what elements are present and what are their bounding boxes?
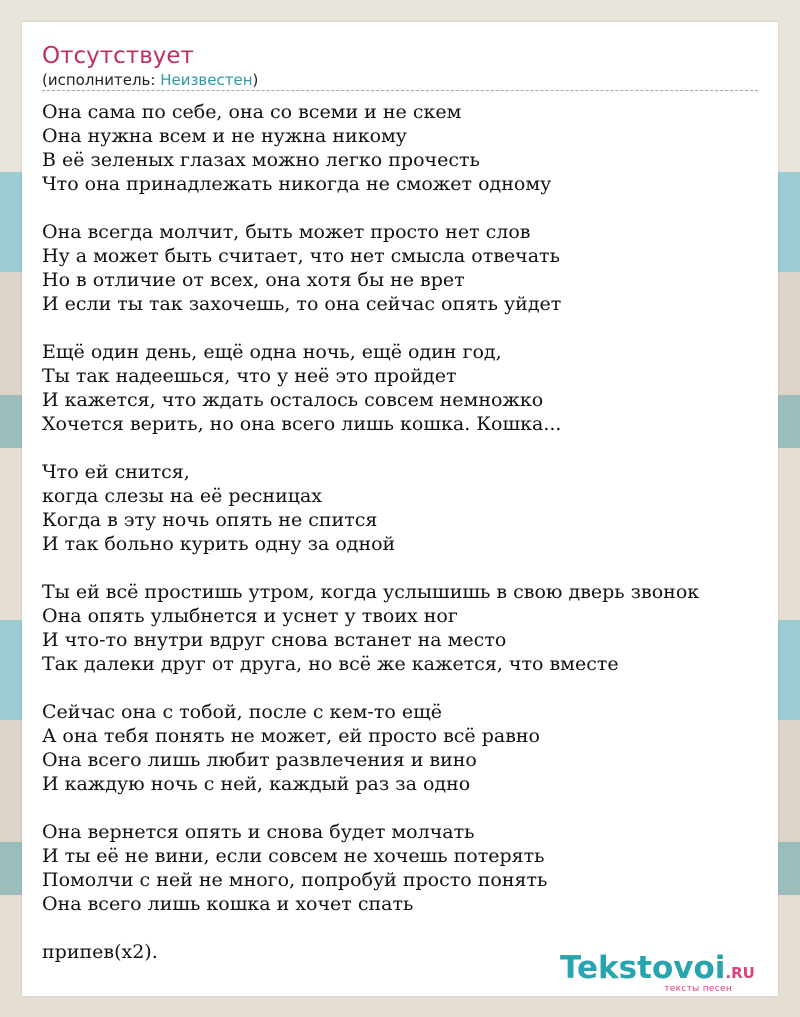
lyrics-line: когда слезы на её ресницах: [42, 485, 323, 507]
logo-tagline: тексты песен: [664, 984, 732, 994]
lyrics-line: Помолчи с ней не много, попробуй просто понять: [42, 869, 548, 891]
logo-name: Tekstovoi: [560, 950, 726, 986]
lyrics-text: [42, 100, 762, 988]
lyrics-stanza: [42, 220, 762, 316]
lyrics-line: Что ей снится,: [42, 461, 190, 483]
lyrics-line: Она всего лишь кошка и хочет спать: [42, 893, 414, 915]
lyrics-line: Она нужна всем и не нужна никому: [42, 125, 407, 147]
lyrics-line: Она всегда молчит, быть может просто нет слов: [42, 221, 531, 243]
lyrics-card: [22, 22, 778, 996]
lyrics-stanza: [42, 580, 762, 676]
lyrics-line: А она тебя понять не может, ей просто всё равно: [42, 725, 540, 747]
lyrics-line: Когда в эту ночь опять не спится: [42, 509, 378, 531]
lyrics-line: Что она принадлежать никогда не сможет одному: [42, 173, 552, 195]
lyrics-line: Сейчас она с тобой, после с кем-то ещё: [42, 701, 442, 723]
lyrics-line: Ты так надеешься, что у неё это пройдет: [42, 365, 457, 387]
lyrics-line: Так далеки друг от друга, но всё же кажется, что вместе: [42, 653, 619, 675]
song-title: Отсутствует: [42, 43, 194, 69]
lyrics-line: Она опять улыбнется и уснет у твоих ног: [42, 605, 458, 627]
lyrics-line: И если ты так захочешь, то она сейчас опять уйдет: [42, 293, 562, 315]
lyrics-stanza: [42, 340, 762, 436]
lyrics-line: Она сама по себе, она со всеми и не скем: [42, 101, 462, 123]
header-divider: [42, 90, 758, 91]
lyrics-line: И кажется, что ждать осталось совсем немножко: [42, 389, 544, 411]
lyrics-line: И так больно курить одну за одной: [42, 533, 396, 555]
lyrics-line: Ещё один день, ещё одна ночь, ещё один год,: [42, 341, 502, 363]
lyrics-line: припев(x2).: [42, 941, 158, 963]
lyrics-line: Но в отличие от всех, она хотя бы не врет: [42, 269, 465, 291]
lyrics-line: И что-то внутри вдруг снова встанет на место: [42, 629, 507, 651]
lyrics-line: Ну а может быть считает, что нет смысла отвечать: [42, 245, 560, 267]
lyrics-line: И каждую ночь с ней, каждый раз за одно: [42, 773, 471, 795]
lyrics-stanza: [42, 700, 762, 796]
lyrics-line: Ты ей всё простишь утром, когда услышишь в свою дверь звонок: [42, 581, 700, 603]
artist-suffix: ): [252, 71, 259, 89]
lyrics-stanza: [42, 100, 762, 196]
lyrics-stanza: [42, 460, 762, 556]
site-logo[interactable]: [560, 950, 770, 994]
logo-tld: .RU: [725, 964, 755, 982]
lyrics-line: Она всего лишь любит развлечения и вино: [42, 749, 477, 771]
artist-line: [42, 71, 258, 89]
lyrics-line: В её зеленых глазах можно легко прочесть: [42, 149, 480, 171]
lyrics-line: Хочется верить, но она всего лишь кошка. Кошка...: [42, 413, 562, 435]
lyrics-stanza: [42, 820, 762, 916]
artist-link[interactable]: Неизвестен: [160, 71, 253, 89]
lyrics-line: И ты её не вини, если совсем не хочешь потерять: [42, 845, 545, 867]
artist-prefix: (исполнитель:: [42, 71, 161, 89]
lyrics-line: Она вернется опять и снова будет молчать: [42, 821, 475, 843]
